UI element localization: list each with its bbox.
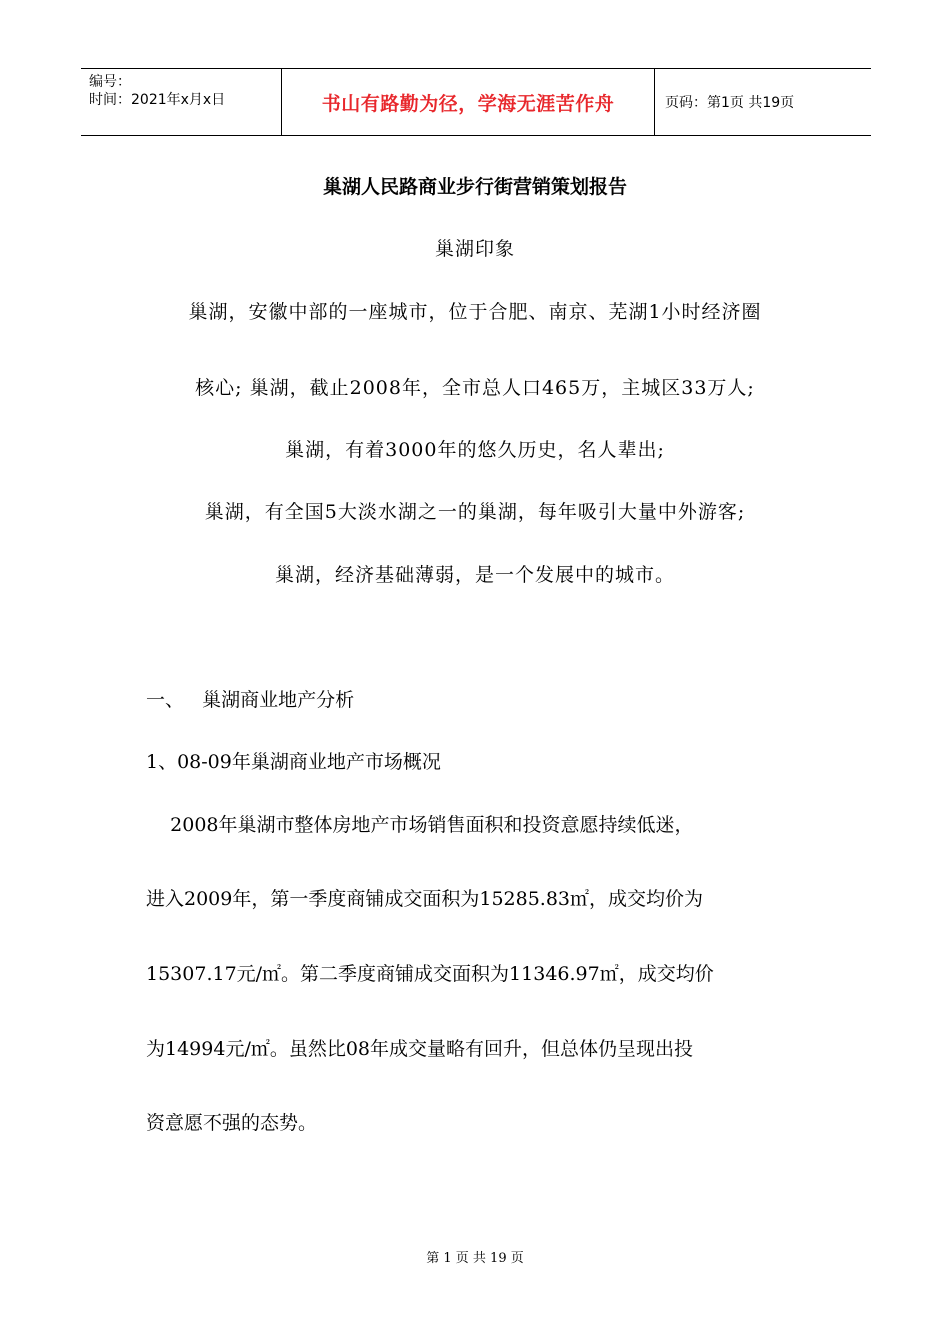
motto-text: 书山有路勤为径，学海无涯苦作舟 — [321, 92, 615, 115]
paragraph-line: 2008年巢湖市整体房地产市场销售面积和投资意愿持续低迷， — [146, 814, 694, 836]
intro-line: 巢湖，有着3000年的悠久历史，名人辈出; — [285, 439, 665, 461]
intro-line: 核心; 巢湖，截止2008年，全市总人口465万，主城区33万人; — [195, 377, 755, 399]
paragraph-line: 资意愿不强的态势。 — [146, 1112, 318, 1134]
header-page-info: 页码：第1页 共19页 — [665, 95, 795, 111]
header-meta — [81, 69, 281, 135]
paragraph-line: 15307.17元/㎡。第二季度商铺成交面积为11346.97㎡，成交均价 — [146, 963, 714, 985]
subsection-heading: 1、08-09年巢湖商业地产市场概况 — [146, 751, 441, 773]
page-footer: 第 1 页 共 19 页 — [426, 1251, 524, 1266]
header-motto — [281, 69, 655, 135]
page-header — [81, 68, 871, 136]
intro-line: 巢湖，安徽中部的一座城市，位于合肥、南京、芜湖1小时经济圈 — [188, 301, 762, 323]
intro-line: 巢湖，有全国5大淡水湖之一的巢湖，每年吸引大量中外游客; — [204, 501, 746, 523]
section-heading: 一、 巢湖商业地产分析 — [146, 689, 355, 711]
intro-heading: 巢湖印象 — [434, 238, 515, 260]
document-time: 时间：2021年x月x日 — [89, 92, 226, 108]
paragraph-line: 进入2009年，第一季度商铺成交面积为15285.83㎡，成交均价为 — [146, 888, 704, 910]
document-number: 编号： — [89, 74, 131, 90]
intro-line: 巢湖，经济基础薄弱，是一个发展中的城市。 — [274, 564, 675, 586]
paragraph-line: 为14994元/㎡。虽然比08年成交量略有回升，但总体仍呈现出投 — [146, 1038, 694, 1060]
document-title: 巢湖人民路商业步行街营销策划报告 — [322, 176, 627, 198]
